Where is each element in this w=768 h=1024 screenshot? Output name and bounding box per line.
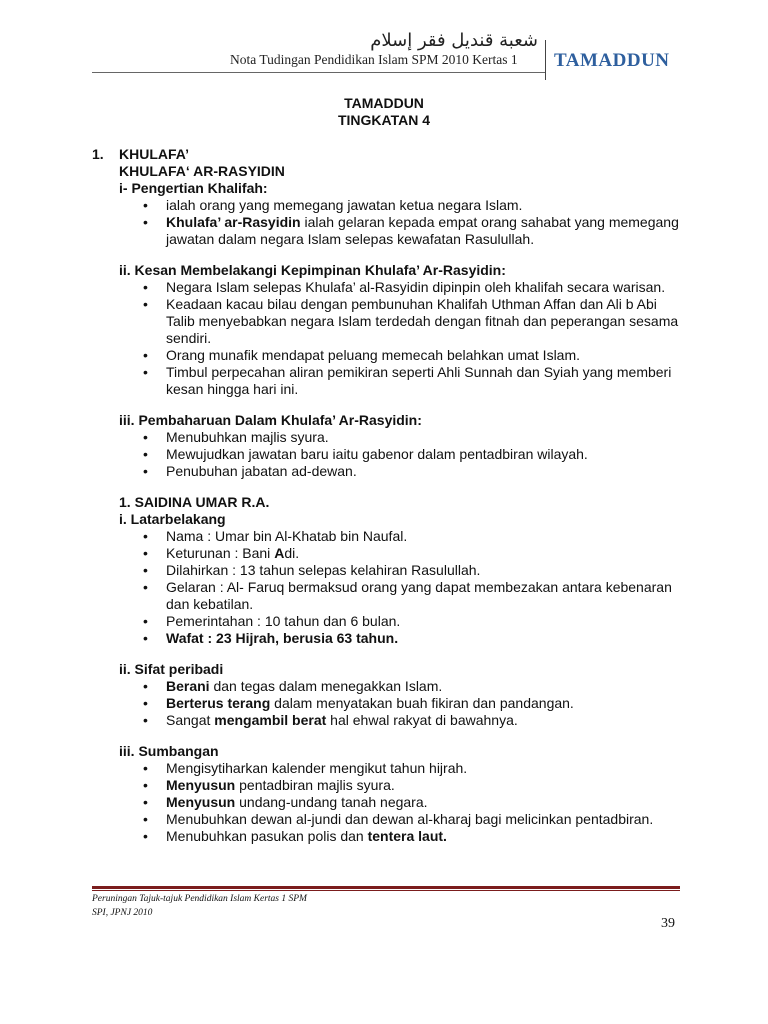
item-text: Keturunan : Bani [166,545,275,561]
bullet-icon: • [143,695,148,711]
bold-term: tentera laut. [367,828,447,844]
bullet-icon: • [143,630,148,646]
item-text: Menubuhkan pasukan polis dan [166,828,368,844]
bullet-icon: • [143,777,148,793]
section-heading: 1. SAIDINA UMAR R.A. [119,494,270,510]
bullet-icon: • [143,463,148,479]
list-item: Timbul perpecahan aliran pemikiran seperti Ahli Sunnah dan Syiah yang memberi [166,364,672,380]
list-item [166,214,679,231]
bold-term: Menyusun [166,794,236,810]
header-divider [545,40,546,80]
bullet-icon: • [143,197,148,213]
item-text: pentadbiran majlis syura. [235,777,395,793]
list-item: Menubuhkan majlis syura. [166,429,329,445]
list-item [166,777,395,794]
bold-term: Berani [166,678,210,694]
subsection-heading: i. Latarbelakang [119,511,226,527]
arabic-text: شعبة قنديل فقر إسلام [370,30,538,51]
item-text: dalam menyatakan buah fikiran dan pandangan. [270,695,574,711]
section-heading: KHULAFA’ [119,146,189,162]
header-note: Nota Tudingan Pendidikan Islam SPM 2010 Kertas 1 [230,52,518,67]
list-item-continued: sendiri. [166,330,212,346]
bullet-icon: • [143,446,148,462]
bullet-icon: • [143,347,148,363]
bullet-icon: • [143,794,148,810]
list-item: Gelaran : Al- Faruq bermaksud orang yang dapat membezakan antara kebenaran [166,579,672,595]
list-item: Nama : Umar bin Al-Khatab bin Naufal. [166,528,408,544]
header-rule [92,72,545,73]
bold-term: mengambil berat [214,712,327,728]
arabic-calligraphy-header [370,22,540,56]
item-text: hal ehwal rakyat di bawahnya. [326,712,518,728]
subsection-heading: iii. Pembaharuan Dalam Khulafa’ Ar-Rasyidin: [119,412,422,428]
bullet-icon: • [143,545,148,561]
list-item: Mengisytiharkan kalender mengikut tahun hijrah. [166,760,468,776]
bullet-icon: • [143,364,148,380]
list-item: ialah orang yang memegang jawatan ketua negara Islam. [166,197,523,213]
bullet-icon: • [143,296,148,312]
bold-term: Menyusun [166,777,236,793]
subsection-heading: iii. Sumbangan [119,743,219,759]
item-text: Sangat [166,712,215,728]
list-item: Penubuhan jabatan ad-dewan. [166,463,357,479]
bullet-icon: • [143,279,148,295]
bold-term: A [274,545,285,561]
bold-term: Khulafa’ ar-Rasyidin [166,214,301,230]
subsection-heading: i- Pengertian Khalifah: [119,180,268,196]
item-text: undang-undang tanah negara. [235,794,428,810]
page-subtitle: TINGKATAN 4 [337,112,431,128]
bullet-icon: • [143,712,148,728]
list-item: Keadaan kacau bilau dengan pembunuhan Khalifah Uthman Affan dan Ali b Abi [166,296,657,312]
list-item [166,678,442,695]
item-text: ialah gelaran kepada empat orang sahabat yang memegang [300,214,679,230]
bullet-icon: • [143,828,148,844]
section-subheading: KHULAFA‘ AR-RASYIDIN [119,163,285,179]
footer-rule-thin [92,890,680,891]
section-number: 1. [92,146,104,162]
bullet-icon: • [143,579,148,595]
list-item-continued: dan kebatilan. [166,596,254,612]
footer-rule [92,886,680,889]
list-item [166,794,428,811]
bullet-icon: • [143,562,148,578]
bullet-icon: • [143,760,148,776]
header-tag: TAMADDUN [554,50,670,71]
item-text: dan tegas dalam menegakkan Islam. [209,678,443,694]
footer-text-secondary: SPI, JPNJ 2010 [92,908,153,918]
subsection-heading: ii. Kesan Membelakangi Kepimpinan Khulafa’ Ar-Rasyidin: [119,262,506,278]
list-item: Orang munafik mendapat peluang memecah belahkan umat Islam. [166,347,581,363]
list-item: Menubuhkan dewan al-jundi dan dewan al-kharaj bagi melicinkan pentadbiran. [166,811,654,827]
list-item: Mewujudkan jawatan baru iaitu gabenor dalam pentadbiran wilayah. [166,446,588,462]
bullet-icon: • [143,811,148,827]
list-item-continued: Talib menyebabkan negara Islam terdedah dengan fitnah dan peperangan sesama [166,313,679,329]
subsection-heading: ii. Sifat peribadi [119,661,224,677]
bold-term: Berterus terang [166,695,271,711]
item-text: di. [284,545,300,561]
footer-text: Peruningan Tajuk-tajuk Pendidikan Islam Kertas 1 SPM [92,894,307,904]
list-item [166,828,447,845]
bullet-icon: • [143,528,148,544]
page-title: TAMADDUN [344,95,424,111]
list-item [166,695,574,712]
list-item: Negara Islam selepas Khulafa’ al-Rasyidin dipinpin oleh khalifah secara warisan. [166,279,666,295]
bullet-icon: • [143,429,148,445]
bullet-icon: • [143,613,148,629]
list-item [166,545,299,562]
list-item [166,712,518,729]
bullet-icon: • [143,214,148,230]
list-item: Pemerintahan : 10 tahun dan 6 bulan. [166,613,401,629]
bullet-icon: • [143,678,148,694]
list-item-continued: jawatan dalam negara Islam selepas kewafatan Rasulullah. [166,231,535,247]
list-item-continued: kesan hingga hari ini. [166,381,299,397]
page-number: 39 [661,916,675,931]
list-item: Wafat : 23 Hijrah, berusia 63 tahun. [166,630,399,646]
list-item: Dilahirkan : 13 tahun selepas kelahiran Rasulullah. [166,562,481,578]
